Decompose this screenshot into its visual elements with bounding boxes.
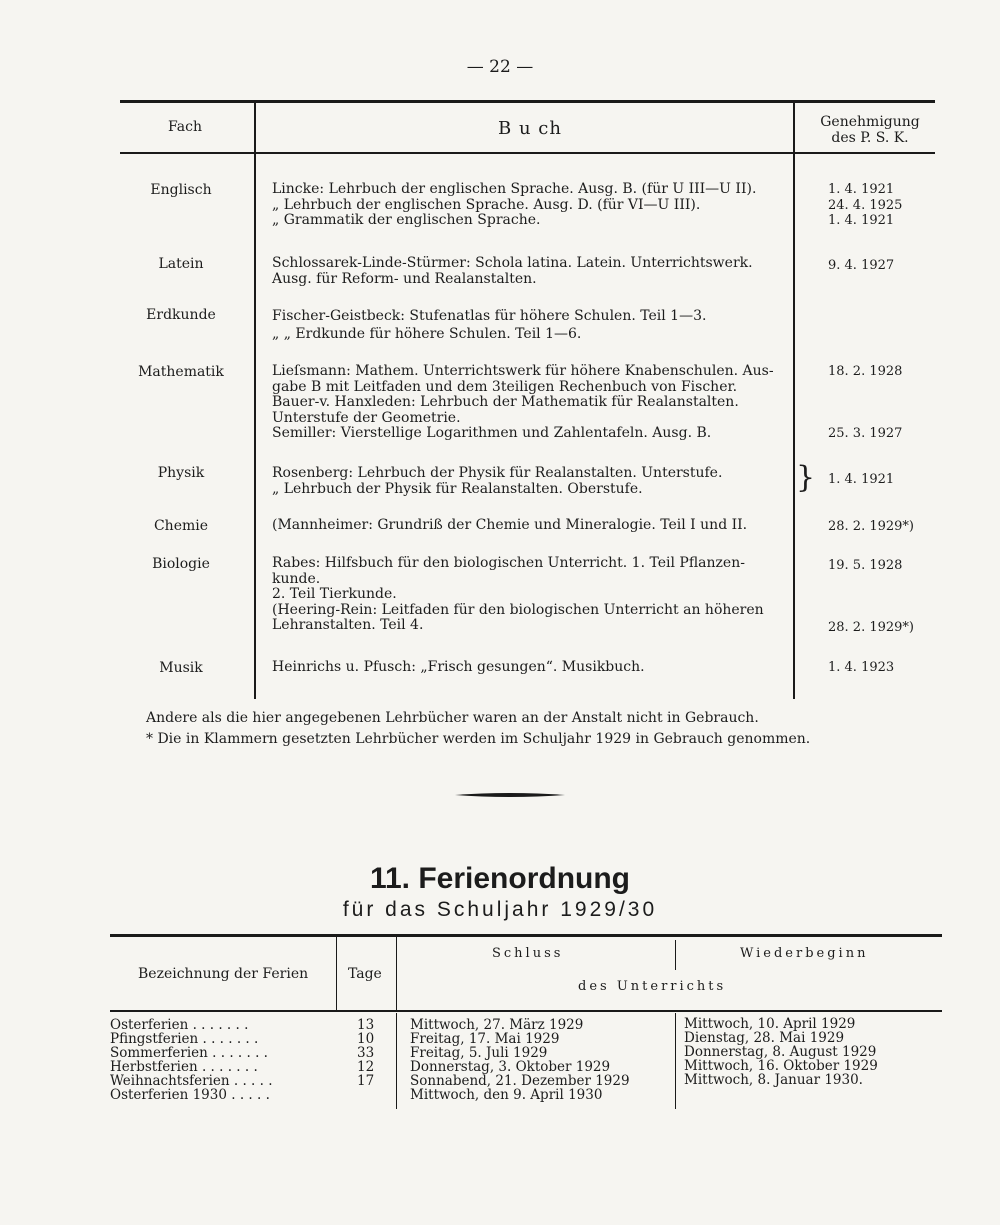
- holiday-end: Donnerstag, 3. Oktober 1929: [410, 1059, 611, 1075]
- holiday-header-end: Schluss: [492, 946, 564, 961]
- holiday-days: 17: [357, 1073, 375, 1089]
- holiday-name: Weihnachtsferien . . . . .: [110, 1073, 273, 1089]
- holiday-restart: Mittwoch, 8. Januar 1930.: [684, 1072, 863, 1088]
- holiday-header-days: Tage: [348, 966, 382, 982]
- holiday-name: Herbstferien . . . . . . .: [110, 1059, 258, 1075]
- holiday-divider-2: [396, 937, 397, 1010]
- holiday-end: Mittwoch, 27. März 1929: [410, 1017, 584, 1033]
- book-musik: Heinrichs u. Pfusch: „Frisch gesungen“. Musikbuch.: [272, 659, 645, 675]
- date-mathematik: 18. 2. 1928 25. 3. 1927: [828, 364, 903, 441]
- subject-physik: Physik: [157, 465, 205, 481]
- date-latein: 9. 4. 1927: [828, 258, 895, 273]
- holiday-restart: Mittwoch, 10. April 1929: [684, 1016, 856, 1032]
- note-other-books: Andere als die hier angegebenen Lehrbücher waren an der Anstalt nicht in Gebrauch.: [146, 710, 759, 726]
- holiday-days: 12: [357, 1059, 375, 1075]
- table-header-rule: [120, 152, 935, 154]
- header-book: B u ch: [498, 118, 562, 139]
- holiday-name: Pfingstferien . . . . . . .: [110, 1031, 259, 1047]
- subject-musik: Musik: [159, 660, 203, 676]
- holiday-restart: Donnerstag, 8. August 1929: [684, 1044, 877, 1060]
- holiday-name: Osterferien . . . . . . .: [110, 1017, 249, 1033]
- holiday-header-restart: Wiederbeginn: [740, 946, 869, 961]
- date-musik: 1. 4. 1923: [828, 660, 895, 675]
- holiday-divider-3: [675, 940, 676, 970]
- holiday-days: 13: [357, 1017, 375, 1033]
- header-approval: Genehmigung des P. S. K.: [820, 114, 920, 146]
- physik-brace: }: [796, 460, 816, 495]
- holiday-header-rule: [110, 1010, 942, 1012]
- note-footnote: * Die in Klammern gesetzten Lehrbücher werden im Schuljahr 1929 in Gebrauch genommen.: [146, 731, 811, 747]
- header-subject: Fach: [168, 119, 202, 135]
- book-erdkunde: Fischer-Geistbeck: Stufenatlas für höhere Schulen. Teil 1—3. „ „ Erdkunde für höhere Schulen. Teil 1—6.: [272, 308, 707, 342]
- section-subtitle: für das Schuljahr 1929/30: [342, 898, 658, 921]
- book-mathematik: Lieſsmann: Mathem. Unterrichtswerk für höhere Knabenschulen. Aus- gabe B mit Leitfaden und dem 3teiligen Rechenbuch von Fischer. Bauer-v. Hanxleden: Lehrbuch der Mathematik für Realanstalten. Unterstufe der Geometrie. Semiller: Vierstellige Logarithmen und Zahlentafeln. Ausg. B.: [272, 363, 774, 441]
- divider-ornament: [455, 792, 565, 798]
- date-physik: 1. 4. 1921: [828, 472, 895, 487]
- holiday-name: Sommerferien . . . . . . .: [110, 1045, 268, 1061]
- holiday-days: 33: [357, 1045, 375, 1061]
- holiday-end: Freitag, 17. Mai 1929: [410, 1031, 560, 1047]
- holiday-end: Freitag, 5. Juli 1929: [410, 1045, 548, 1061]
- table-col-divider-right: [793, 103, 795, 699]
- holiday-name: Osterferien 1930 . . . . .: [110, 1087, 270, 1103]
- date-chemie: 28. 2. 1929*): [828, 519, 914, 534]
- holiday-header-name: Bezeichnung der Ferien: [138, 966, 309, 982]
- holiday-restart: Mittwoch, 16. Oktober 1929: [684, 1058, 878, 1074]
- date-biologie: 19. 5. 1928 28. 2. 1929*): [828, 558, 914, 635]
- book-chemie: (Mannheimer: Grundriß der Chemie und Mineralogie. Teil I und II.: [272, 517, 748, 533]
- subject-latein: Latein: [158, 256, 204, 272]
- holiday-restart: Dienstag, 28. Mai 1929: [684, 1030, 845, 1046]
- holiday-divider-5: [675, 1013, 676, 1109]
- subject-biologie: Biologie: [152, 556, 210, 572]
- section-title: 11. Ferienordnung: [369, 862, 631, 895]
- table-top-rule: [120, 100, 935, 103]
- book-biologie: Rabes: Hilfsbuch für den biologischen Unterricht. 1. Teil Pflanzen- kunde. 2. Teil Tierkunde. (Heering-Rein: Leitfaden für den biologischen Unterricht an höheren Lehranstalten. Teil 4.: [272, 555, 764, 633]
- date-englisch: 1. 4. 1921 24. 4. 1925 1. 4. 1921: [828, 182, 903, 228]
- holiday-top-rule: [110, 934, 942, 937]
- subject-englisch: Englisch: [150, 182, 212, 198]
- holiday-header-of-teaching: des Unterrichts: [578, 979, 727, 994]
- holiday-end: Mittwoch, den 9. April 1930: [410, 1087, 603, 1103]
- page-number: — 22 —: [466, 57, 534, 77]
- subject-mathematik: Mathematik: [138, 364, 224, 380]
- holiday-divider-1: [336, 937, 337, 1010]
- holiday-end: Sonnabend, 21. Dezember 1929: [410, 1073, 630, 1089]
- holiday-days: 10: [357, 1031, 375, 1047]
- book-englisch: Lincke: Lehrbuch der englischen Sprache. Ausg. B. (für U III—U II). „ Lehrbuch der englischen Sprache. Ausg. D. (für VI—U III). „ Grammatik der englischen Sprache.: [272, 181, 757, 228]
- subject-erdkunde: Erdkunde: [146, 307, 216, 323]
- subject-chemie: Chemie: [153, 518, 209, 534]
- book-latein: Schlossarek-Linde-Stürmer: Schola latina. Latein. Unterrichtswerk. Ausg. für Reform- und Realanstalten.: [272, 255, 753, 287]
- holiday-divider-4: [396, 1013, 397, 1109]
- book-physik: Rosenberg: Lehrbuch der Physik für Realanstalten. Unterstufe. „ Lehrbuch der Physik für Realanstalten. Oberstufe.: [272, 465, 723, 497]
